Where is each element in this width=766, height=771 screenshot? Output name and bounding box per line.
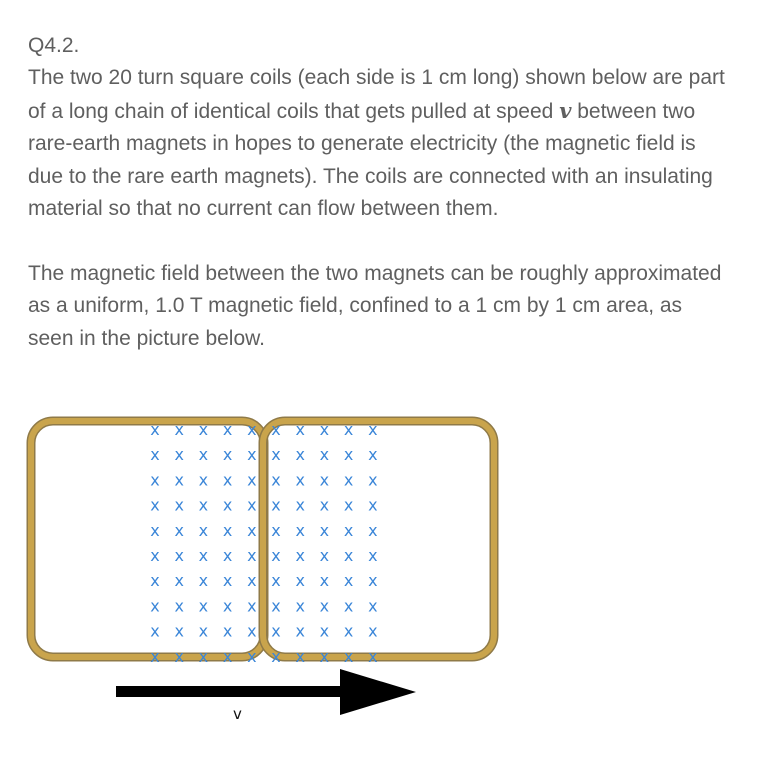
field-cross: x	[150, 596, 160, 616]
field-cross: x	[343, 571, 354, 591]
field-cross: x	[150, 495, 160, 515]
field-cross: x	[343, 621, 354, 641]
field-cross: x	[368, 520, 378, 540]
field-cross: x	[319, 495, 330, 515]
velocity-arrow-shaft	[116, 686, 346, 697]
field-cross: x	[222, 571, 233, 591]
field-cross: x	[174, 646, 184, 666]
field-cross: x	[295, 470, 305, 490]
field-cross: x	[295, 546, 305, 565]
field-cross: x	[295, 420, 305, 439]
field-cross: x	[222, 420, 233, 439]
field-cross: x	[174, 445, 184, 465]
field-cross: x	[150, 646, 160, 666]
field-cross: x	[271, 596, 281, 616]
field-cross: x	[295, 571, 305, 591]
field-cross: x	[343, 445, 354, 465]
field-cross: x	[247, 571, 257, 591]
field-cross: x	[174, 420, 184, 439]
field-cross: x	[319, 596, 330, 616]
field-cross: x	[198, 546, 209, 565]
field-cross: x	[295, 596, 305, 616]
field-cross: x	[174, 596, 184, 616]
field-cross: x	[247, 470, 257, 490]
field-cross: x	[343, 520, 354, 540]
field-cross: x	[271, 571, 281, 591]
field-cross: x	[271, 621, 281, 641]
field-cross: x	[247, 546, 257, 565]
field-cross: x	[319, 470, 330, 490]
field-cross: x	[150, 420, 160, 439]
field-cross: x	[150, 621, 160, 641]
field-cross: x	[368, 495, 378, 515]
field-cross: x	[247, 596, 257, 616]
field-cross: x	[222, 621, 233, 641]
field-cross: x	[222, 596, 233, 616]
field-cross: x	[150, 470, 160, 490]
field-cross: x	[150, 546, 160, 565]
field-cross: x	[271, 546, 281, 565]
field-cross: x	[319, 546, 330, 565]
field-cross: x	[198, 596, 209, 616]
para1-text-b: between two rare-earth magnets in hopes to generate electricity (the magnetic field is due to the rare earth magnets). The coils are connected with an insulating material so that no current can flow between them.	[28, 99, 713, 220]
field-cross: x	[174, 621, 184, 641]
field-cross: x	[368, 445, 378, 465]
field-cross: x	[222, 470, 233, 490]
field-cross: x	[368, 621, 378, 641]
field-cross: x	[295, 621, 305, 641]
field-cross: x	[247, 420, 257, 439]
speed-symbol: v	[559, 97, 572, 123]
question-number: Q4.2.	[28, 34, 80, 57]
field-cross: x	[343, 495, 354, 515]
field-cross: x	[198, 621, 209, 641]
field-cross: x	[319, 445, 330, 465]
field-cross: x	[222, 520, 233, 540]
field-cross: x	[222, 646, 233, 666]
para1-text-a: The two 20 turn square coils (each side is 1 cm long) shown below are part of a long chain of identical coils that gets pulled at speed	[28, 66, 725, 123]
field-cross: x	[368, 420, 378, 439]
field-cross: x	[150, 520, 160, 540]
field-cross: x	[198, 571, 209, 591]
field-cross: x	[319, 520, 330, 540]
field-cross: x	[247, 445, 257, 465]
question-paragraph-1	[28, 62, 728, 226]
field-cross: x	[343, 546, 354, 565]
field-cross: x	[247, 520, 257, 540]
field-cross: x	[150, 445, 160, 465]
field-cross: x	[343, 420, 354, 439]
field-cross: x	[319, 420, 330, 439]
field-cross: x	[247, 621, 257, 641]
field-cross: x	[295, 520, 305, 540]
velocity-arrow-head	[340, 669, 416, 715]
field-cross: x	[247, 495, 257, 515]
field-cross: x	[271, 520, 281, 540]
field-cross: x	[368, 571, 378, 591]
field-cross: x	[247, 646, 257, 666]
field-cross: x	[271, 646, 281, 666]
field-cross: x	[368, 596, 378, 616]
coil-field-diagram	[0, 405, 766, 735]
field-cross: x	[319, 646, 330, 666]
field-cross: x	[222, 445, 233, 465]
field-cross: x	[198, 470, 209, 490]
field-cross: x	[150, 571, 160, 591]
field-cross: x	[319, 571, 330, 591]
field-cross: x	[198, 520, 209, 540]
field-cross: x	[198, 495, 209, 515]
field-cross: x	[174, 571, 184, 591]
field-cross: x	[174, 495, 184, 515]
question-paragraph-2: The magnetic field between the two magnets can be roughly approximated as a uniform, 1.0 T magnetic field, confined to a 1 cm by 1 cm area, as seen in the picture below.	[28, 261, 722, 350]
field-cross: x	[271, 495, 281, 515]
question-text	[28, 30, 728, 355]
field-cross: x	[271, 420, 281, 439]
field-cross: x	[368, 546, 378, 565]
field-cross: x	[222, 546, 233, 565]
field-cross: x	[343, 646, 354, 666]
field-cross: x	[271, 445, 281, 465]
field-cross: x	[343, 470, 354, 490]
field-cross: x	[368, 470, 378, 490]
field-cross: x	[295, 495, 305, 515]
velocity-label: v	[233, 705, 242, 723]
field-cross: x	[198, 420, 209, 439]
field-cross: x	[319, 621, 330, 641]
field-cross: x	[295, 445, 305, 465]
field-cross: x	[343, 596, 354, 616]
field-cross: x	[198, 646, 209, 666]
field-cross: x	[271, 470, 281, 490]
field-cross: x	[174, 520, 184, 540]
field-cross: x	[295, 646, 305, 666]
field-cross: x	[222, 495, 233, 515]
field-cross: x	[174, 546, 184, 565]
field-cross: x	[174, 470, 184, 490]
field-cross: x	[368, 646, 378, 666]
field-cross: x	[198, 445, 209, 465]
